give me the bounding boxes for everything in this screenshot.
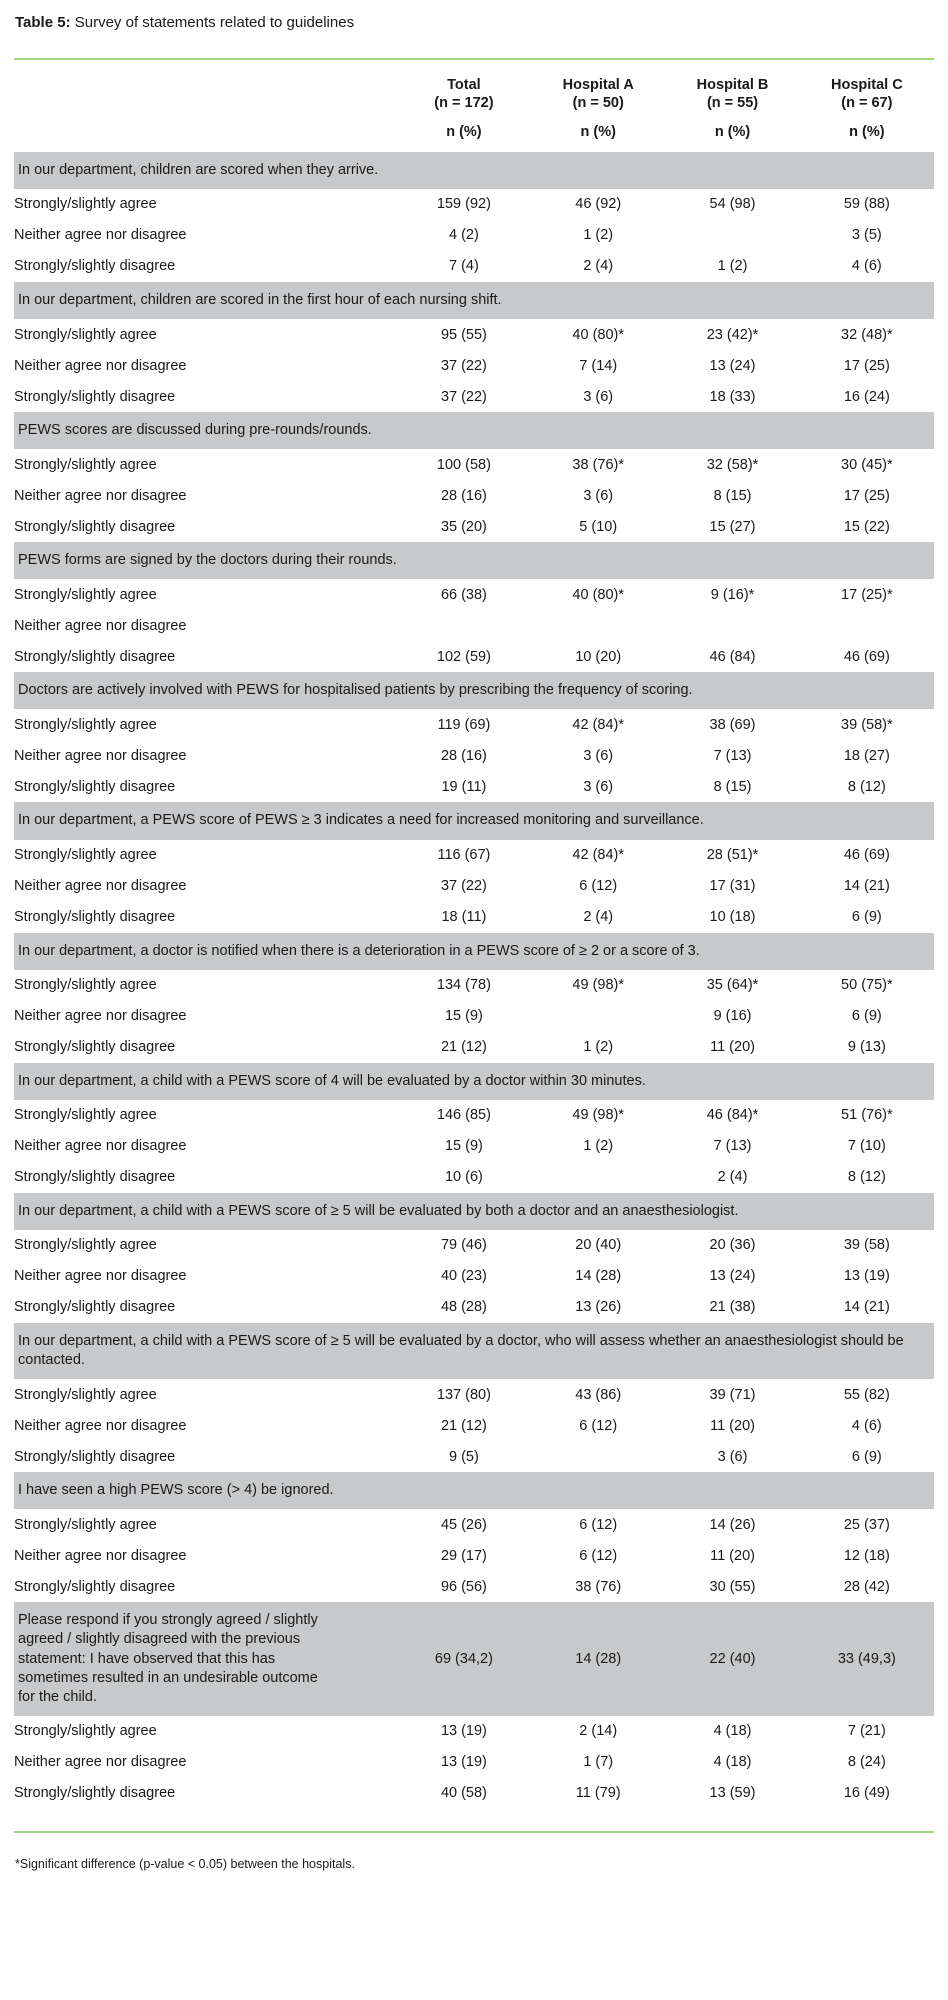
table-row <box>14 970 934 1001</box>
cell-value: 8 (12) <box>847 778 886 795</box>
row-label: Strongly/slightly disagree <box>14 1578 176 1595</box>
table-row <box>14 871 934 902</box>
table-row <box>14 1131 934 1162</box>
cell-value: 37 (22) <box>440 878 487 895</box>
table-row <box>14 319 934 350</box>
table-row <box>14 1230 934 1261</box>
cell-value: 46 (92) <box>575 196 622 213</box>
cell-value: 37 (22) <box>440 357 487 374</box>
row-label: Neither agree nor disagree <box>14 357 187 374</box>
cell-value: 3 (6) <box>583 747 614 764</box>
cell-value: 17 (31) <box>709 878 756 895</box>
cell-value: 39 (58)* <box>841 716 893 733</box>
column-name: Hospital C <box>830 76 903 93</box>
statement-band: In our department, children are scored when they arrive. <box>14 152 934 189</box>
cell-value: 59 (88) <box>843 196 890 213</box>
table-row <box>14 1540 934 1571</box>
cell-value: 1 (2) <box>583 227 614 244</box>
cell-value: 19 (11) <box>441 778 487 795</box>
cell-value <box>531 1170 665 1185</box>
cell-value: 11 (79) <box>575 1785 621 1802</box>
cell-value: 4 (2) <box>449 227 479 244</box>
table-row <box>14 1716 934 1747</box>
cell-value: 10 (6) <box>444 1169 483 1186</box>
table-row <box>14 1261 934 1292</box>
row-label: Strongly/slightly disagree <box>14 1169 176 1186</box>
cell-value: 13 (19) <box>440 1723 487 1740</box>
table-row <box>14 740 934 771</box>
row-label: Neither agree nor disagree <box>14 1268 187 1285</box>
cell-value: 7 (13) <box>713 1138 752 1155</box>
row-label: Strongly/slightly disagree <box>14 1448 176 1465</box>
cell-value: 40 (80)* <box>572 586 625 603</box>
table-row <box>14 480 934 511</box>
cell-value: 28 (51)* <box>706 847 759 864</box>
statement-band: In our department, a doctor is notified when there is a deterioration in a PEWS score of ≥ 2 or a score of 3. <box>14 933 934 970</box>
row-label: Strongly/slightly agree <box>14 1723 157 1740</box>
unit-label: n (%) <box>849 123 885 140</box>
column-header <box>531 76 665 113</box>
cell-value: 54 (98) <box>709 196 756 213</box>
cell-value: 9 (13) <box>847 1039 886 1056</box>
cell-value: 6 (12) <box>579 1417 618 1434</box>
cell-value: 40 (23) <box>440 1268 487 1285</box>
cell-value <box>531 1449 665 1464</box>
cell-value: 14 (28) <box>575 1268 622 1285</box>
cell-value: 2 (4) <box>583 909 614 926</box>
row-label: Strongly/slightly disagree <box>14 648 176 665</box>
cell-value: 7 (4) <box>449 258 479 275</box>
unit-label: n (%) <box>446 123 482 140</box>
unit-row <box>14 113 934 152</box>
row-label: Strongly/slightly agree <box>14 326 157 343</box>
row-label: Neither agree nor disagree <box>14 1417 187 1434</box>
row-label: Strongly/slightly disagree <box>14 388 176 405</box>
cell-value: 3 (6) <box>583 778 614 795</box>
cell-value: 13 (26) <box>575 1299 622 1316</box>
cell-value: 8 (15) <box>713 487 752 504</box>
row-label: Neither agree nor disagree <box>14 487 187 504</box>
cell-value: 14 (26) <box>709 1516 756 1533</box>
cell-value: 16 (24) <box>843 388 890 405</box>
cell-value: 8 (24) <box>847 1754 886 1771</box>
table-row <box>14 641 934 672</box>
table-row <box>14 381 934 412</box>
cell-value: 13 (24) <box>709 357 756 374</box>
cell-value: 30 (45)* <box>841 456 893 473</box>
cell-value: 15 (22) <box>843 518 890 535</box>
cell-value: 134 (78) <box>436 977 491 994</box>
cell-value: 43 (86) <box>575 1386 622 1403</box>
cell-value: 46 (69) <box>843 648 890 665</box>
row-label: Strongly/slightly disagree <box>14 1785 176 1802</box>
cell-value: 17 (25) <box>843 487 890 504</box>
cell-value: 21 (38) <box>709 1299 756 1316</box>
table-row <box>14 511 934 542</box>
cell-value: 32 (48)* <box>841 326 893 343</box>
cell-value: 159 (92) <box>436 196 491 213</box>
cell-value: 46 (69) <box>843 847 890 864</box>
column-sample-size: (n = 55) <box>706 95 759 112</box>
statement-band: Doctors are actively involved with PEWS for hospitalised patients by prescribing the frequency of scoring. <box>14 672 934 709</box>
cell-value: 1 (2) <box>717 258 748 275</box>
cell-value: 79 (46) <box>440 1237 487 1254</box>
cell-value: 30 (55) <box>709 1578 756 1595</box>
cell-value: 96 (56) <box>440 1578 487 1595</box>
table-row <box>14 251 934 282</box>
row-label: Neither agree nor disagree <box>14 747 187 764</box>
column-header <box>397 76 531 113</box>
cell-value <box>531 1009 665 1024</box>
table-row <box>14 1292 934 1323</box>
cell-value: 17 (25)* <box>841 586 893 603</box>
significance-footnote: *Significant difference (p-value < 0.05) between the hospitals. <box>15 1856 355 1871</box>
cell-value: 100 (58) <box>436 456 491 473</box>
statement-band: In our department, a PEWS score of PEWS ≥ 3 indicates a need for increased monitoring and surveillance. <box>14 802 934 839</box>
cell-value: 9 (16)* <box>710 586 755 603</box>
cell-value: 7 (13) <box>713 747 752 764</box>
cell-value: 13 (19) <box>843 1268 890 1285</box>
row-label: Neither agree nor disagree <box>14 1754 187 1771</box>
cell-value: 3 (6) <box>717 1448 748 1465</box>
statement-band: In our department, a child with a PEWS score of ≥ 5 will be evaluated by a doctor, who will assess whether an anaesthesiologist should be contacted. <box>14 1323 934 1379</box>
cell-value: 3 (6) <box>583 388 614 405</box>
cell-value: 7 (21) <box>847 1723 886 1740</box>
cell-value: 9 (5) <box>449 1448 479 1465</box>
cell-value: 11 (20) <box>710 1547 755 1564</box>
statement-text: Please respond if you strongly agreed / slightly agreed / slightly disagreed with the previous statement: I have observed that this has sometimes resulted in an undesirable outcome for the child. <box>18 1612 318 1705</box>
cell-value: 14 (21) <box>843 1299 890 1316</box>
statement-band: PEWS scores are discussed during pre-rounds/rounds. <box>14 412 934 449</box>
statement-value: 22 (40) <box>709 1651 756 1668</box>
cell-value: 21 (12) <box>440 1417 487 1434</box>
cell-value: 12 (18) <box>843 1547 890 1564</box>
cell-value <box>397 618 531 633</box>
cell-value: 7 (10) <box>847 1138 886 1155</box>
table-row <box>14 1441 934 1472</box>
column-name: Hospital A <box>562 76 634 93</box>
cell-value: 15 (9) <box>444 1008 483 1025</box>
cell-value: 37 (22) <box>440 388 487 405</box>
column-header-row <box>14 60 934 113</box>
cell-value: 9 (16) <box>713 1008 752 1025</box>
row-label: Strongly/slightly disagree <box>14 778 176 795</box>
table-row <box>14 1410 934 1441</box>
cell-value: 21 (12) <box>440 1039 487 1056</box>
cell-value: 3 (6) <box>583 487 614 504</box>
cell-value: 29 (17) <box>440 1547 487 1564</box>
cell-value: 18 (33) <box>709 388 756 405</box>
cell-value: 95 (55) <box>440 326 487 343</box>
table-row <box>14 220 934 251</box>
cell-value: 11 (20) <box>710 1417 755 1434</box>
cell-value: 13 (59) <box>709 1785 756 1802</box>
cell-value: 20 (40) <box>575 1237 622 1254</box>
row-label: Neither agree nor disagree <box>14 1138 187 1155</box>
cell-value: 15 (9) <box>444 1138 483 1155</box>
cell-value: 6 (12) <box>579 1547 618 1564</box>
cell-value: 15 (27) <box>709 518 756 535</box>
row-label: Neither agree nor disagree <box>14 878 187 895</box>
column-name: Total <box>447 76 481 93</box>
table-row <box>14 1100 934 1131</box>
row-label: Strongly/slightly disagree <box>14 518 176 535</box>
cell-value: 13 (19) <box>440 1754 487 1771</box>
table-row <box>14 1032 934 1063</box>
table-row <box>14 1747 934 1778</box>
row-label: Strongly/slightly agree <box>14 1107 157 1124</box>
cell-value: 16 (49) <box>843 1785 890 1802</box>
cell-value: 20 (36) <box>709 1237 756 1254</box>
survey-table <box>14 60 934 1809</box>
cell-value: 42 (84)* <box>572 716 625 733</box>
cell-value: 38 (76)* <box>572 456 625 473</box>
cell-value: 11 (20) <box>710 1039 755 1056</box>
cell-value: 13 (24) <box>709 1268 756 1285</box>
row-label: Strongly/slightly agree <box>14 586 157 603</box>
row-label: Neither agree nor disagree <box>14 617 187 634</box>
table-row <box>14 189 934 220</box>
cell-value: 39 (71) <box>709 1386 756 1403</box>
cell-value: 2 (14) <box>579 1723 618 1740</box>
cell-value: 48 (28) <box>440 1299 487 1316</box>
cell-value: 1 (2) <box>583 1138 614 1155</box>
column-header <box>800 76 934 113</box>
cell-value: 6 (12) <box>579 1516 618 1533</box>
cell-value: 10 (20) <box>575 648 622 665</box>
table-row <box>14 579 934 610</box>
cell-value: 28 (42) <box>843 1578 890 1595</box>
row-label: Strongly/slightly disagree <box>14 258 176 275</box>
cell-value: 6 (9) <box>851 1008 882 1025</box>
column-sample-size: (n = 172) <box>434 95 494 112</box>
cell-value: 8 (15) <box>713 778 752 795</box>
cell-value: 42 (84)* <box>572 847 625 864</box>
table-row <box>14 1571 934 1602</box>
row-label: Neither agree nor disagree <box>14 227 187 244</box>
paper-table-page <box>14 14 934 1872</box>
table-row <box>14 1162 934 1193</box>
table-row <box>14 902 934 933</box>
table-row <box>14 350 934 381</box>
cell-value: 39 (58) <box>843 1237 890 1254</box>
table-title-label: Table 5: <box>15 14 71 31</box>
row-label: Strongly/slightly agree <box>14 1386 157 1403</box>
cell-value: 4 (18) <box>713 1754 752 1771</box>
table-row <box>14 610 934 641</box>
row-label: Strongly/slightly agree <box>14 456 157 473</box>
cell-value: 55 (82) <box>843 1386 890 1403</box>
column-name: Hospital B <box>696 76 769 93</box>
cell-value: 38 (69) <box>709 716 756 733</box>
cell-value: 2 (4) <box>717 1169 748 1186</box>
column-sample-size: (n = 67) <box>841 95 893 112</box>
cell-value: 1 (7) <box>583 1754 614 1771</box>
row-label: Neither agree nor disagree <box>14 1008 187 1025</box>
cell-value: 1 (2) <box>583 1039 614 1056</box>
cell-value: 28 (16) <box>440 747 487 764</box>
statement-band: PEWS forms are signed by the doctors during their rounds. <box>14 542 934 579</box>
cell-value <box>665 618 799 633</box>
cell-value: 40 (58) <box>440 1785 487 1802</box>
column-sample-size: (n = 50) <box>572 95 624 112</box>
cell-value: 35 (64)* <box>706 977 759 994</box>
table-row <box>14 771 934 802</box>
row-label: Strongly/slightly agree <box>14 1237 157 1254</box>
cell-value: 49 (98)* <box>572 1107 625 1124</box>
table-row <box>14 1778 934 1809</box>
cell-value: 45 (26) <box>440 1516 487 1533</box>
cell-value: 5 (10) <box>579 518 618 535</box>
cell-value: 6 (9) <box>851 1448 882 1465</box>
table-title <box>15 14 934 33</box>
cell-value: 38 (76) <box>575 1578 622 1595</box>
table-row <box>14 449 934 480</box>
cell-value: 4 (6) <box>851 258 882 275</box>
unit-label: n (%) <box>714 123 751 140</box>
cell-value: 10 (18) <box>709 909 756 926</box>
cell-value: 119 (69) <box>437 716 491 733</box>
statement-band-with-values <box>14 1602 934 1716</box>
row-label: Strongly/slightly agree <box>14 196 157 213</box>
cell-value: 18 (27) <box>843 747 890 764</box>
table-row <box>14 1379 934 1410</box>
cell-value: 23 (42)* <box>706 326 759 343</box>
cell-value: 49 (98)* <box>572 977 625 994</box>
cell-value: 35 (20) <box>440 518 487 535</box>
table-row <box>14 1001 934 1032</box>
cell-value: 66 (38) <box>440 586 487 603</box>
cell-value: 46 (84)* <box>706 1107 759 1124</box>
bottom-rule <box>14 1831 934 1833</box>
cell-value: 28 (16) <box>440 487 487 504</box>
row-label: Strongly/slightly agree <box>14 716 157 733</box>
table-row <box>14 709 934 740</box>
cell-value: 137 (80) <box>436 1386 491 1403</box>
cell-value: 50 (75)* <box>841 977 893 994</box>
cell-value: 3 (5) <box>851 227 882 244</box>
cell-value: 32 (58)* <box>706 456 759 473</box>
cell-value <box>531 618 665 633</box>
cell-value <box>800 618 934 633</box>
statement-value: 69 (34,2) <box>434 1651 493 1668</box>
cell-value: 8 (12) <box>847 1169 886 1186</box>
cell-value: 116 (67) <box>437 847 491 864</box>
row-label: Strongly/slightly disagree <box>14 1299 176 1316</box>
unit-label: n (%) <box>580 123 616 140</box>
cell-value <box>665 228 799 243</box>
statement-band: In our department, children are scored in the first hour of each nursing shift. <box>14 282 934 319</box>
column-header <box>665 76 799 113</box>
cell-value: 6 (12) <box>579 878 618 895</box>
statement-value: 14 (28) <box>575 1651 622 1668</box>
row-label: Strongly/slightly agree <box>14 847 157 864</box>
cell-value: 17 (25) <box>843 357 890 374</box>
row-label: Strongly/slightly disagree <box>14 1039 176 1056</box>
cell-value: 51 (76)* <box>841 1107 893 1124</box>
row-label: Strongly/slightly agree <box>14 1516 157 1533</box>
cell-value: 146 (85) <box>436 1107 491 1124</box>
statement-band: In our department, a child with a PEWS score of 4 will be evaluated by a doctor within 30 minutes. <box>14 1063 934 1100</box>
cell-value: 14 (21) <box>843 878 890 895</box>
row-label: Neither agree nor disagree <box>14 1547 187 1564</box>
row-label: Strongly/slightly disagree <box>14 909 176 926</box>
cell-value: 102 (59) <box>436 648 491 665</box>
table-row <box>14 840 934 871</box>
statement-band: I have seen a high PEWS score (> 4) be ignored. <box>14 1472 934 1509</box>
cell-value: 25 (37) <box>843 1516 890 1533</box>
table-title-text: Survey of statements related to guidelines <box>74 14 355 31</box>
cell-value: 7 (14) <box>579 357 618 374</box>
cell-value: 4 (18) <box>713 1723 752 1740</box>
cell-value: 6 (9) <box>851 909 882 926</box>
cell-value: 46 (84) <box>709 648 756 665</box>
cell-value: 18 (11) <box>441 909 487 926</box>
row-label: Strongly/slightly agree <box>14 977 157 994</box>
cell-value: 40 (80)* <box>572 326 625 343</box>
cell-value: 2 (4) <box>583 258 614 275</box>
statement-value: 33 (49,3) <box>837 1651 896 1668</box>
table-row <box>14 1509 934 1540</box>
statement-band: In our department, a child with a PEWS score of ≥ 5 will be evaluated by both a doctor and an anaesthesiologist. <box>14 1193 934 1230</box>
cell-value: 4 (6) <box>851 1417 882 1434</box>
